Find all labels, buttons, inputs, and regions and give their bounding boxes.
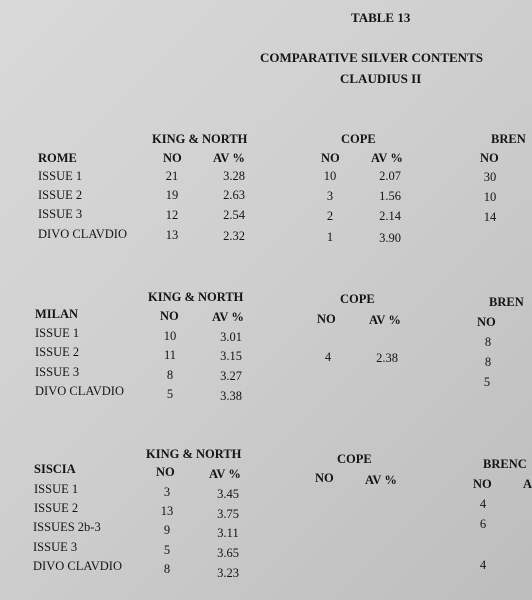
source-cope: COPE [337,452,372,466]
cell-bren-no: 4 [479,497,487,511]
cell-kn-no: 13 [160,504,174,518]
col-no: NO [473,477,492,491]
col-no: NO [163,151,182,165]
col-av: AV % [365,473,397,487]
col-av: AV % [213,151,245,165]
row-label: ISSUE 3 [35,365,80,379]
cell-kn-av: 2.54 [223,208,245,222]
source-king-north: KING & NORTH [148,290,244,304]
cell-kn-no: 19 [165,188,179,202]
cell-cope-no: 1 [326,230,334,244]
cell-kn-av: 3.38 [220,389,242,403]
col-av: AV % [369,313,401,327]
col-no: NO [317,312,336,326]
col-no: NO [321,151,340,165]
source-king-north: KING & NORTH [152,132,248,146]
cell-kn-no: 9 [163,523,171,537]
row-label: ISSUE 3 [33,540,78,554]
cell-bren-no: 30 [483,170,497,184]
row-label: DIVO CLAVDIO [35,384,125,398]
table-label: TABLE 13 [351,10,411,25]
cell-kn-av: 3.65 [217,546,239,560]
col-no: NO [156,465,175,479]
cell-kn-av: 3.15 [220,349,242,363]
cell-cope-no: 2 [326,209,334,223]
row-label: ISSUE 1 [38,169,83,183]
source-cope: COPE [341,132,376,146]
col-av: AV % [371,151,403,165]
cell-cope-av: 2.38 [376,351,398,365]
cell-bren-no: 14 [483,210,497,224]
row-label: ISSUE 3 [38,207,83,221]
row-label: ISSUE 1 [34,482,79,496]
table-title: COMPARATIVE SILVER CONTENTS [260,50,483,65]
col-cut: A [523,477,532,491]
mint-label: SISCIA [34,462,76,476]
cell-kn-av: 3.45 [217,487,239,501]
cell-kn-av: 3.11 [217,526,239,540]
cell-kn-no: 11 [163,348,177,362]
source-bren: BREN [489,295,524,309]
cell-bren-no: 8 [484,355,492,369]
cell-kn-av: 2.32 [223,229,245,243]
row-label: ISSUE 2 [35,345,80,359]
cell-cope-av: 2.07 [379,169,401,183]
mint-label: ROME [38,151,77,165]
col-no: NO [480,151,499,165]
cell-cope-av: 3.90 [379,231,401,245]
cell-kn-no: 12 [165,208,179,222]
source-king-north: KING & NORTH [146,447,242,461]
cell-cope-av: 1.56 [379,189,401,203]
source-bren: BRENC [483,457,527,471]
cell-kn-no: 5 [163,543,171,557]
cell-kn-av: 2.63 [223,188,245,202]
cell-kn-av: 3.01 [220,330,242,344]
cell-kn-no: 3 [163,485,171,499]
source-bren: BREN [491,132,526,146]
cell-bren-no: 4 [479,558,487,572]
cell-kn-av: 3.75 [217,507,239,521]
col-no: NO [160,309,179,323]
cell-bren-no: 10 [483,190,497,204]
cell-cope-no: 10 [323,169,337,183]
cell-bren-no: 8 [484,335,492,349]
col-av: AV % [209,467,241,481]
source-cope: COPE [340,292,375,306]
row-label: ISSUE 2 [38,188,83,202]
cell-kn-av: 3.28 [223,169,245,183]
row-label: DIVO CLAVDIO [33,559,123,573]
cell-cope-no: 3 [326,189,334,203]
cell-kn-av: 3.23 [217,566,239,580]
cell-kn-no: 21 [165,169,179,183]
cell-cope-av: 2.14 [379,209,401,223]
mint-label: MILAN [35,307,79,321]
row-label: DIVO CLAVDIO [38,227,128,241]
cell-kn-no: 8 [163,562,171,576]
row-label: ISSUES 2b-3 [33,520,101,534]
col-no: NO [315,471,334,485]
cell-kn-no: 10 [163,329,177,343]
cell-kn-no: 13 [165,228,179,242]
cell-kn-no: 5 [166,387,174,401]
col-av: AV % [212,310,244,324]
table-subtitle: CLAUDIUS II [340,71,422,86]
cell-kn-no: 8 [166,368,174,382]
col-no: NO [477,315,496,329]
cell-cope-no: 4 [324,350,332,364]
cell-bren-no: 6 [479,517,487,531]
cell-bren-no: 5 [483,375,491,389]
cell-kn-av: 3.27 [220,369,242,383]
row-label: ISSUE 1 [35,326,80,340]
row-label: ISSUE 2 [34,501,79,515]
